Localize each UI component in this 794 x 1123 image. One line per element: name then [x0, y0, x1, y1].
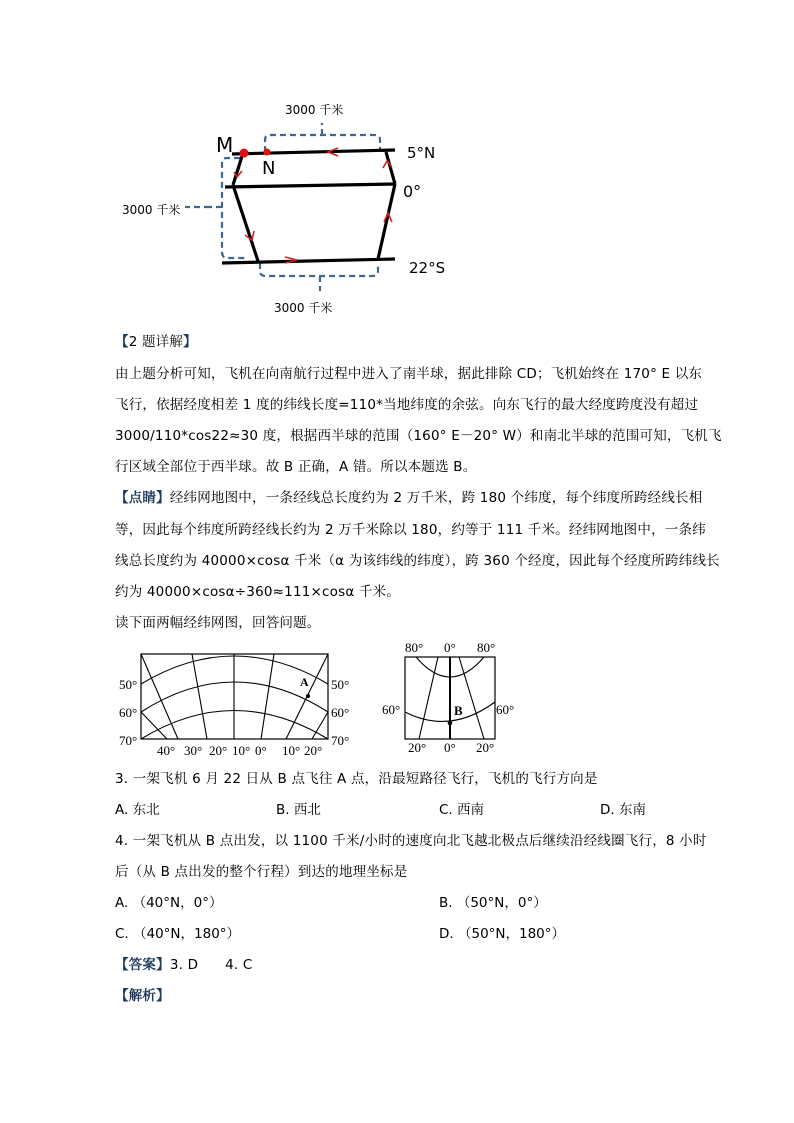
point-m-label: M — [216, 133, 234, 157]
point-n-label: N — [262, 158, 276, 179]
side-label-right: 60° — [496, 702, 515, 717]
graticule-map-a — [110, 640, 360, 765]
lat-label-right: 70° — [331, 733, 350, 748]
answer-label: 【答案】 — [115, 957, 170, 973]
q3-option-a: A. 东北 — [115, 802, 160, 818]
tip-label: 【点睛】 — [115, 490, 170, 506]
bottom-distance-label: 3000 千米 — [274, 301, 333, 315]
flight-route-diagram — [110, 95, 460, 320]
q3-option-d: D. 东南 — [600, 802, 646, 818]
point-n-marker — [264, 149, 271, 156]
lat-0-label: 0° — [403, 182, 422, 201]
tip-line: 等，因此每个纬度所跨经线长约为 2 万千米除以 180，约等于 111 千米。经纬网地图中，一条纬 — [115, 522, 706, 538]
answer-line — [115, 956, 253, 974]
lon-label: 0° — [255, 743, 267, 758]
q4-option-b: B. （50°N，0°） — [439, 895, 547, 911]
lat-label-left: 50° — [119, 677, 138, 692]
lon-label: 40° — [157, 743, 176, 758]
left-distance-label: 3000 千米 — [122, 203, 181, 217]
side-label-left: 60° — [382, 702, 401, 717]
lat-5n-label: 5°N — [407, 144, 436, 162]
intro-text: 读下面两幅经纬网图，回答问题。 — [115, 615, 321, 631]
answer-text: 3. D 4. C — [169, 957, 253, 973]
question-3-stem: 3. 一架飞机 6 月 22 日从 B 点飞往 A 点，沿最短路径飞行，飞机的飞行方向是 — [115, 771, 598, 787]
tip-line — [115, 489, 702, 507]
question-4-stem: 4. 一架飞机从 B 点出发，以 1100 千米/小时的速度向北飞越北极点后继续沿经线圈飞行，8 小时 — [115, 833, 707, 849]
lon-label: 30° — [184, 743, 203, 758]
graticule-map-b — [370, 635, 530, 760]
section-2-heading — [115, 333, 197, 351]
q4-option-a: A. （40°N，0°） — [115, 895, 223, 911]
top-label: 80° — [405, 640, 424, 655]
point-a-marker — [306, 694, 310, 698]
lat-label-left: 60° — [119, 705, 138, 720]
point-b-label: B — [454, 703, 463, 718]
point-a-label: A — [300, 675, 309, 689]
explanation-line: 行区域全部位于西半球。故 B 正确，A 错。所以本题选 B。 — [115, 459, 477, 475]
q3-option-c: C. 西南 — [439, 802, 485, 818]
top-distance-label: 3000 千米 — [285, 103, 344, 117]
bracket-open: 【 — [115, 334, 129, 350]
tip-line: 约为 40000×cosα÷360≈111×cosα 千米。 — [115, 584, 401, 600]
bracket-close: 】 — [183, 334, 197, 350]
tip-line: 线总长度约为 40000×cosα 千米（α 为该纬线的纬度），跨 360 个经度，因此每个经度所跨纬线长 — [115, 553, 720, 569]
lon-label: 20° — [209, 743, 228, 758]
lon-label: 10° — [282, 743, 301, 758]
tip-text: 经纬网地图中，一条经线总长度约为 2 万千米，跨 180 个纬度，每个纬度所跨经线长相 — [169, 490, 703, 506]
q4-option-d: D. （50°N，180°） — [439, 926, 566, 942]
explanation-line: 3000/110*cos22≈30 度，根据西半球的范围（160° E－20° W）和南北半球的范围可知，飞机飞 — [115, 428, 722, 444]
bottom-label: 20° — [476, 740, 495, 755]
bottom-label: 20° — [408, 740, 427, 755]
top-label: 0° — [444, 640, 456, 655]
bottom-label: 0° — [444, 740, 456, 755]
top-label: 80° — [477, 640, 496, 655]
explanation-line: 由上题分析可知，飞机在向南航行过程中进入了南半球，据此排除 CD；飞机始终在 170° E 以东 — [115, 366, 703, 382]
heading-text: 2 题详解 — [128, 334, 184, 350]
analysis-heading — [115, 987, 170, 1005]
lat-label-right: 60° — [331, 705, 350, 720]
lat-label-left: 70° — [119, 733, 138, 748]
point-b-marker — [448, 721, 453, 726]
lon-label: 10° — [232, 743, 251, 758]
question-4-stem: 后（从 B 点出发的整个行程）到达的地理坐标是 — [115, 864, 408, 880]
q3-option-b: B. 西北 — [276, 802, 321, 818]
lat-22s-label: 22°S — [409, 259, 446, 277]
lat-label-right: 50° — [331, 677, 350, 692]
q4-option-c: C. （40°N，180°） — [115, 926, 241, 942]
analysis-label: 【解析】 — [115, 988, 170, 1004]
explanation-line: 飞行，依据经度相差 1 度的纬线长度=110*当地纬度的余弦。向东飞行的最大经度跨度没有超过 — [115, 397, 699, 413]
lon-label: 20° — [304, 743, 323, 758]
point-m-marker — [240, 149, 249, 158]
